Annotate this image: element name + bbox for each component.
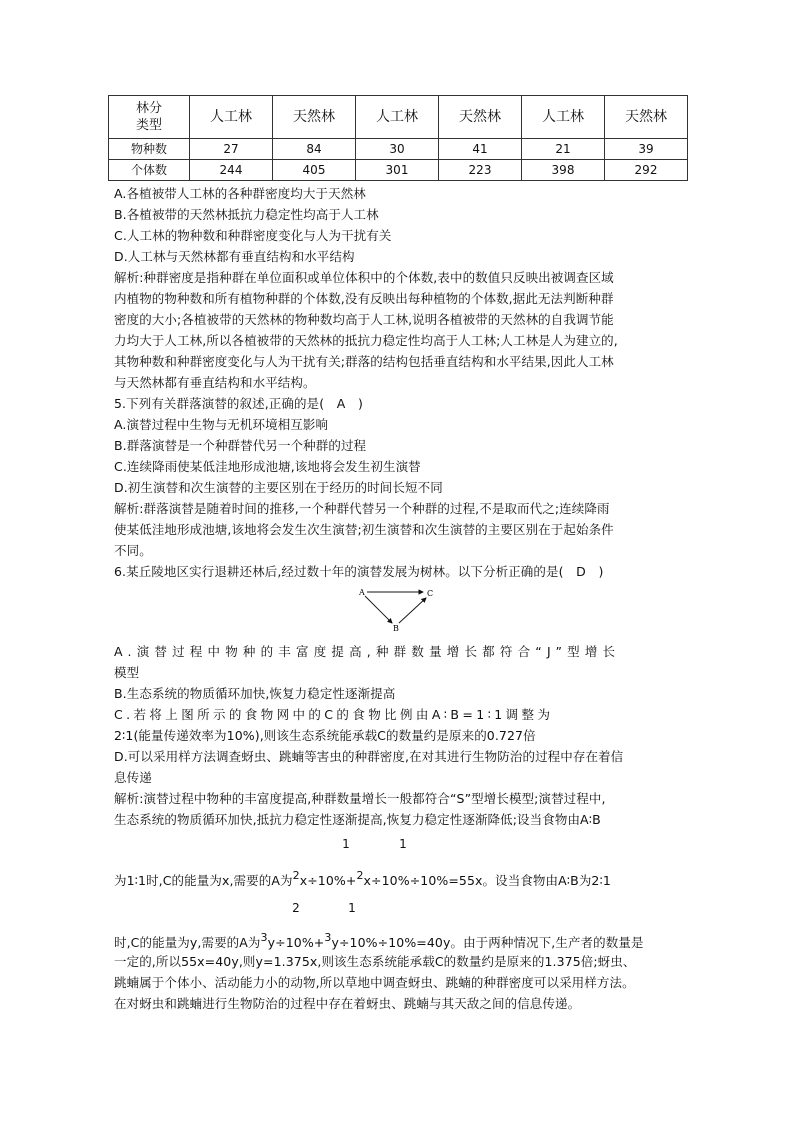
column-header: 人工林 — [190, 96, 273, 139]
q5-option-b: B.群落演替是一个种群替代另一个种群的过程 — [114, 438, 367, 453]
formula-2-suffix: y÷10%÷10%=40y。由于两种情况下,生产者的数量是 — [331, 935, 644, 950]
q6-option-c: C.若将上图所示的食物网中的C的食物比例由A∶B=1∶1调整为 — [114, 707, 554, 722]
table-cell: 41 — [439, 139, 522, 160]
q6-analysis-line: 跳蝻属于个体小、活动能力小的动物,所以草地中调查蚜虫、跳蝻的种群密度可以采用样方法。 — [114, 975, 635, 990]
table-header-row — [109, 96, 688, 139]
header-label-line2: 类型 — [135, 118, 162, 133]
q6-analysis-line: 解析:演替过程中物种的丰富度提高,种群数量增长一般都符合“S”型增长模型;演替过程中, — [114, 791, 606, 806]
table-row — [109, 160, 688, 181]
forest-survey-table — [108, 95, 688, 181]
q6-analysis-line: 在对蚜虫和跳蝻进行生物防治的过程中存在着蚜虫、跳蝻与其天敌之间的信息传递。 — [114, 996, 581, 1011]
row-label: 个体数 — [109, 160, 190, 181]
q6-option-d: D.可以采用样方法调查蚜虫、跳蝻等害虫的种群密度,在对其进行生物防治的过程中存在着信 — [114, 749, 624, 764]
table-header-label — [109, 96, 190, 139]
table-cell: 292 — [605, 160, 688, 181]
q4-analysis-line: 密度的大小;各植被带的天然林的物种数均高于人工林,说明各植被带的天然林的自我调节能 — [114, 312, 614, 327]
formula-1-suffix: x÷10%÷10%=55x。设当食物由A∶B为2∶1 — [363, 873, 611, 888]
arrow-b-to-c — [399, 598, 426, 623]
q4-option-a: A.各植被带人工林的各种群密度均大于天然林 — [114, 186, 366, 201]
table-cell: 244 — [190, 160, 273, 181]
column-header: 天然林 — [273, 96, 356, 139]
q6-stem: 6.某丘陵地区实行退耕还林后,经过数十年的演替发展为树林。以下分析正确的是( D ) — [114, 564, 604, 579]
frac1-denominator: 2 — [292, 869, 300, 882]
column-header: 人工林 — [522, 96, 605, 139]
q4-option-b: B.各植被带的天然林抵抗力稳定性均高于人工林 — [114, 207, 379, 222]
table-cell: 84 — [273, 139, 356, 160]
arrow-a-to-b — [365, 596, 392, 623]
q4-analysis-line: 与天然林都有垂直结构和水平结构。 — [114, 375, 316, 390]
q5-option-c: C.连续降雨使某低洼地形成池塘,该地将会发生初生演替 — [114, 459, 421, 474]
q6-analysis-line: 一定的,所以55x=40y,则y=1.375x,则该生态系统能承载C的数量约是原来的1.375倍;蚜虫、 — [114, 954, 636, 969]
q4-analysis-line: 内植物的物种数和所有植物种群的个体数,没有反映出每种植物的个体数,据此无法判断种群 — [114, 291, 614, 306]
formula-1-mid: x÷10%+ — [299, 873, 357, 888]
formula-2-line — [114, 928, 644, 952]
formula-2-prefix: 时,C的能量为y,需要的A为 — [114, 935, 261, 950]
row-label: 物种数 — [109, 139, 190, 160]
q5-option-a: A.演替过程中生物与无机环境相互影响 — [114, 417, 329, 432]
q6-option-a: A.演替过程中物种的丰富度提高,种群数量增长都符合“J”型增长 — [114, 644, 621, 659]
q5-analysis-line: 不同。 — [114, 543, 152, 558]
q6-analysis-line: 生态系统的物质循环加快,抵抗力稳定性逐渐提高,恢复力稳定性逐渐降低;设当食物由A∶B — [114, 812, 601, 827]
q5-analysis-line: 解析:群落演替是随着时间的推移,一个种群代替另一个种群的过程,不是取而代之;连续降雨 — [114, 501, 610, 516]
header-label-line1: 林分 — [135, 101, 162, 116]
table-cell: 30 — [356, 139, 439, 160]
node-c-label: C — [427, 589, 434, 598]
table-row — [109, 139, 688, 160]
table-cell: 405 — [273, 160, 356, 181]
column-header: 天然林 — [605, 96, 688, 139]
frac3-numerator: 2 — [292, 901, 300, 915]
q5-option-d: D.初生演替和次生演替的主要区别在于经历的时间长短不同 — [114, 480, 443, 495]
table-cell: 21 — [522, 139, 605, 160]
q6-option-c-cont: 2∶1(能量传递效率为10%),则该生态系统能承载C的数量约是原来的0.727倍 — [114, 728, 536, 743]
table-cell: 301 — [356, 160, 439, 181]
table-cell: 27 — [190, 139, 273, 160]
q4-option-d: D.人工林与天然林都有垂直结构和水平结构 — [114, 249, 355, 264]
q4-analysis-line: 其物种数和种群密度变化与人为干扰有关;群落的结构包括垂直结构和水平结果,因此人工林 — [114, 354, 614, 369]
q4-option-c: C.人工林的物种数和种群密度变化与人为干扰有关 — [114, 228, 392, 243]
table-cell: 398 — [522, 160, 605, 181]
q6-option-b: B.生态系统的物质循环加快,恢复力稳定性逐渐提高 — [114, 686, 396, 701]
frac2-numerator: 1 — [399, 837, 407, 851]
column-header: 人工林 — [356, 96, 439, 139]
food-web-diagram — [355, 583, 445, 633]
node-b-label: B — [393, 624, 399, 633]
formula-1-prefix: 为1∶1时,C的能量为x,需要的A为 — [114, 873, 293, 888]
q6-option-d-cont: 息传递 — [114, 770, 152, 785]
node-a-label: A — [359, 588, 365, 597]
q4-analysis-line: 解析:种群密度是指种群在单位面积或单位体积中的个体数,表中的数值只反映出被调查区域 — [114, 270, 614, 285]
frac3-denominator: 3 — [260, 931, 268, 944]
formula-1-line — [114, 866, 611, 890]
column-header: 天然林 — [439, 96, 522, 139]
frac1-numerator: 1 — [342, 837, 350, 851]
frac2-denominator: 2 — [356, 869, 364, 882]
q6-option-a-cont: 模型 — [114, 665, 140, 680]
q5-analysis-line: 使某低洼地形成池塘,该地将会发生次生演替;初生演替和次生演替的主要区别在于起始条件 — [114, 522, 614, 537]
q4-analysis-line: 力均大于人工林,所以各植被带的天然林的抵抗力稳定性均高于人工林;人工林是人为建立的, — [114, 333, 618, 348]
table-cell: 223 — [439, 160, 522, 181]
table-cell: 39 — [605, 139, 688, 160]
frac4-denominator: 3 — [324, 931, 332, 944]
q5-stem: 5.下列有关群落演替的叙述,正确的是( A ) — [114, 396, 364, 411]
frac4-numerator: 1 — [348, 901, 356, 915]
formula-2-mid: y÷10%+ — [267, 935, 325, 950]
